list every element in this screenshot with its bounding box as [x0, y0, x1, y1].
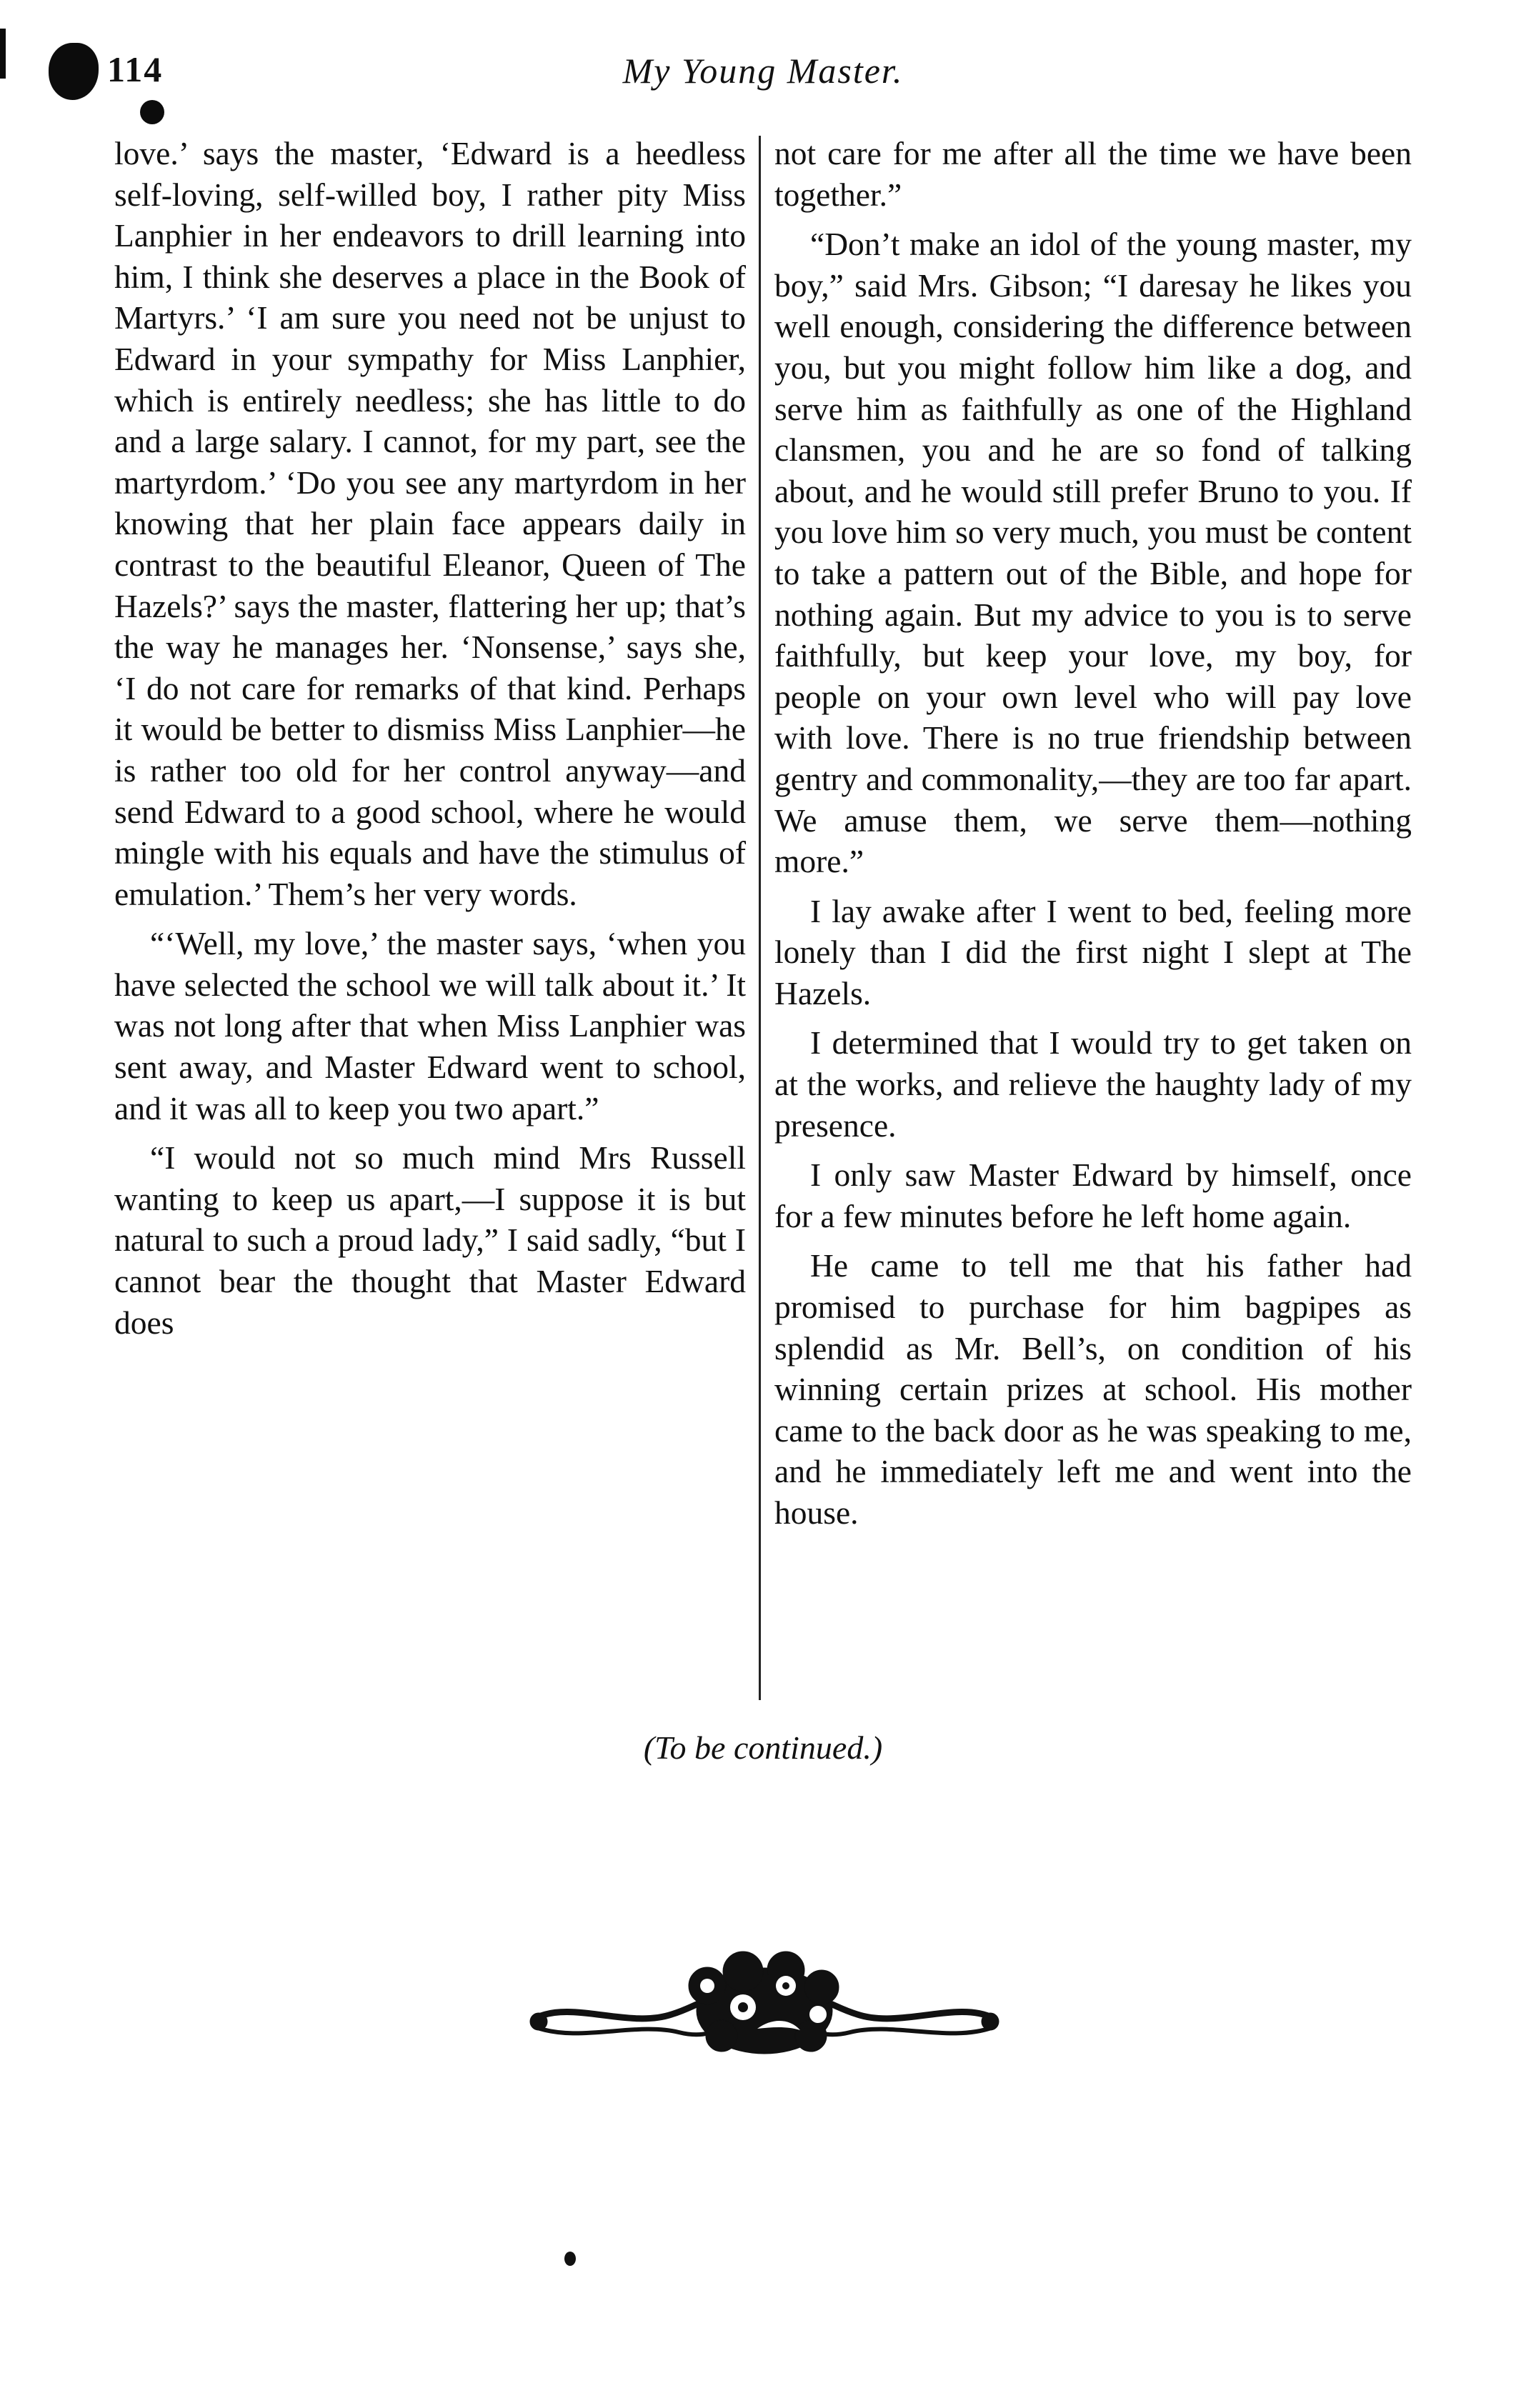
left-paragraph-3: “I would not so much mind Mrs Russell wanting to keep us apart,—I suppose it is but natural to such a proud lady,” I said sadly, “but I cannot bear the thought that Master Edward does: [114, 1139, 746, 1341]
left-paragraph-1: love.’ says the master, ‘Edward is a heedless self-loving, self-willed boy, I rather pity Miss Lanphier in her endeavors to drill learning into him, I think she deserves a place in the Book of Martyrs.’ ‘I am sure you need not be unjust to Edward in your sympathy for Miss Lanphier, which is entirely needless; she has little to do and a large salary. I cannot, for my part, see the martyrdom.’ ‘Do you see any martyrdom in her knowing that her plain face appears daily in contrast to the beautiful Eleanor, Queen of The Hazels?’ says the master, flattering her up; that’s the way he manages her. ‘Nonsense,’ says she, ‘I do not care for remarks of that kind. Perhaps it would be better to dismiss Miss Lanphier—he is rather too old for her control anyway—and send Edward to a good school, where he would mingle with his equals and have the stimulus of emulation.’ Them’s her very words.: [114, 135, 746, 912]
ink-dot: [564, 2252, 576, 2266]
right-column: [774, 133, 1412, 1534]
right-paragraph-5: I only saw Master Edward by himself, once for a few minutes before he left home again.: [774, 1156, 1412, 1234]
floral-scroll-ornament-icon: [529, 1943, 1000, 2072]
right-paragraph-1: not care for me after all the time we have been together.”: [774, 135, 1412, 213]
right-paragraph-3: I lay awake after I went to bed, feeling more lonely than I did the first night I slept at The Hazels.: [774, 892, 1412, 1011]
column-divider: [759, 136, 761, 1700]
right-paragraph-4: I determined that I would try to get taken on at the works, and relieve the haughty lady of my presence.: [774, 1024, 1412, 1144]
continued-note: (To be continued.): [643, 1729, 883, 1766]
left-paragraph-2: “‘Well, my love,’ the master says, ‘when you have selected the school we will talk about it.’ It was not long after that when Miss Lanphier was sent away, and Master Edward went to school, and it was all to keep you two apart.”: [114, 925, 746, 1126]
left-column: [114, 133, 746, 1343]
page-number: 114: [107, 49, 164, 89]
right-paragraph-6: He came to tell me that his father had promised to purchase for him bagpipes as splendid as Mr. Bell’s, on condition of his winning certain prizes at school. His mother came to the back door as he was speaking to me, and he immediately left me and went into the house.: [774, 1247, 1412, 1531]
running-title: My Young Master.: [622, 51, 904, 91]
right-paragraph-2: “Don’t make an idol of the young master, my boy,” said Mrs. Gibson; “I daresay he likes you well enough, considering the difference between you, but you might follow him like a dog, and serve him as faithfully as one of the Highland clansmen, you and he are so fond of talking about, and he would still prefer Bruno to you. If you love him so very much, you must be content to take a pattern out of the Bible, and hope for nothing again. But my advice to you is to serve faithfully, but keep your love, my boy, for people on your own level who will pay love with love. There is no true friendship between gentry and commonality,—they are too far apart. We amuse them, we serve them—nothing more.”: [774, 226, 1412, 880]
ink-blot-small: [140, 100, 164, 124]
